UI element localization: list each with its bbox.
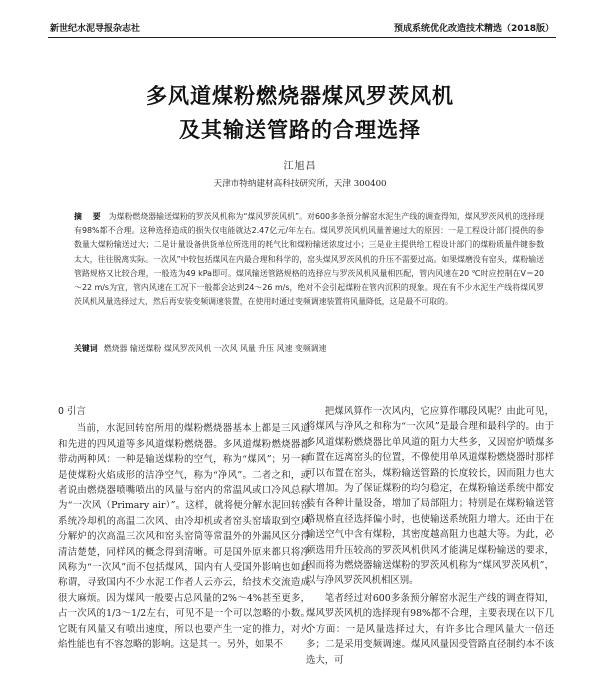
header-journal: 新世纪水泥导报杂志社 <box>50 24 141 34</box>
body-column-left <box>58 404 310 653</box>
paragraph: 笔者经过对600多条预分解窑水泥生产线的调查得知，煤风罗茨风机的选择现有98%都不合理，主要表现在以下几个方面：一是风量选择过大，有许多比合理风量大一倍还多；二是采用变频调速。煤风风量因受管路直径制约本不该选大，可 <box>306 592 554 666</box>
keywords-text: 燃烧器 输送煤粉 煤风罗茨风机 一次风 风量 升压 风速 变频调速 <box>103 344 327 353</box>
affiliation: 天津市特纳建材高科技研究所，天津 300400 <box>213 179 387 189</box>
section-heading: 0 引言 <box>58 406 86 417</box>
running-header <box>48 15 556 38</box>
body-column-right <box>306 404 554 668</box>
abstract-text: 为煤粉燃烧器输送煤粉的罗茨风机称为“煤风罗茨风机”。对600多条预分解窑水泥生产线的调查得知，煤风罗茨风机的选择现有98%都不合理。这种选择造成的损失仅电能就达2.47亿元/年左右。煤风罗茨风机风量普遍过大的原因：一是工程设计部门提供的参数量大煤粉输送过大；二是计量设备供货单位所选用的耗气比和煤粉输送浓度过小；三是业主提供给工程设计部门的煤粉质量件键参数太大，往往脱离实际。一次风”中较包括煤风在内最合理和科学的，窑头煤风罗茨风机的升压不需要过高。如果煤磨没有窑头，煤粉输送管路规格又比较合理，一般选为49 kPa即可。煤风输送管路规格的选择应与罗茨风机风量相匹配，管内风速在20 ℃时应控制在V＝20～22 m/s为宜，管内风速在工况下一般都会达到24～26 m/s，绝对不会引起煤粉在管内沉积的现象。现在有不少水泥生产线将煤风罗茨风机风量选择过大，然后再安装变频调速装置，在使用时通过变频调速装置将风量降低，这是最不可取的。 <box>74 212 544 307</box>
author: 江旭昌 <box>283 161 317 172</box>
title-line-1: 多风道煤粉燃烧器煤风罗茨风机 <box>146 84 454 108</box>
paragraph: 当前，水泥回转窑所用的煤粉燃烧器基本上都是三风道和先进的四风道等多风道煤粉燃烧器。多风道煤粉燃烧器都带动两种风：一种是输送煤粉的空气，称为“煤风”；另一种是使煤粉火焰成形的洁净空气，称为“净风”。二者之和，或者说由燃烧器喷嘴喷出的风量与窑内的常温风或口冷风总称为“一次风（Primary air）”。这样，就将便分解水泥回转窑系统冷却机的高温二次风、由冷却机或者窑头窑墙取到空风分解炉的次高温三次风和窑头窑筒等常温外的外漏风区分得清洁楚楚，同样风的概念得到清晰。可是国外原来都只将净风称为“一次风”而不包括煤风，国内有人受国外影响也如此称谓，寻致国内不少水泥工作者人云亦云，给技术交流造成很大麻烦。因为煤风一般要占总风量的2%～4%甚至更多，占一次风的1/3～1/2左右，可见不是一个可以忽略的小数。它既有风量又有喷出速度，所以也要产生一定的推力，对火焰性能也有不容忽略的影响。这是其一。另外，如果不 <box>58 423 310 651</box>
abstract-label: 摘 要 <box>74 212 105 221</box>
paragraph: 把煤风算作一次风内，它应算作哪段风呢？由此可见，将煤风与净风之和称为“一次风”是最合理和最科学的。由于多风道煤粉燃烧器比单风道的阻力大些多，又因窑炉喷煤多布置在远离窑头的位置，不像使用单风道煤粉燃烧器时那样可以布置在窑头，煤粉输送管路的长度较长，因而阻力也大大增加。为了保证煤粉的均匀稳定，在煤粉输送系统中都安装有各种计量设备，增加了局部阻力；特别是在煤粉输送管路规格直径选择偏小时，也使输送系统阻力增大。还由于在输送空气中含有煤粉，其密度越高阻力也越大等。为此，必须选用升压较高的罗茨风机供风才能满足煤粉输送的要求，因而将为燃烧器输送煤粉的罗茨风机称为“煤风罗茨风机”，以与净风罗茨风机相区别。 <box>306 406 554 587</box>
title-line-2: 及其输送管路的合理选择 <box>179 118 421 142</box>
keywords-label: 关键词 <box>74 344 98 353</box>
abstract <box>74 210 544 309</box>
header-collection: 预成系统优化改造技术精选（2018版） <box>393 24 554 34</box>
keywords <box>74 343 544 354</box>
